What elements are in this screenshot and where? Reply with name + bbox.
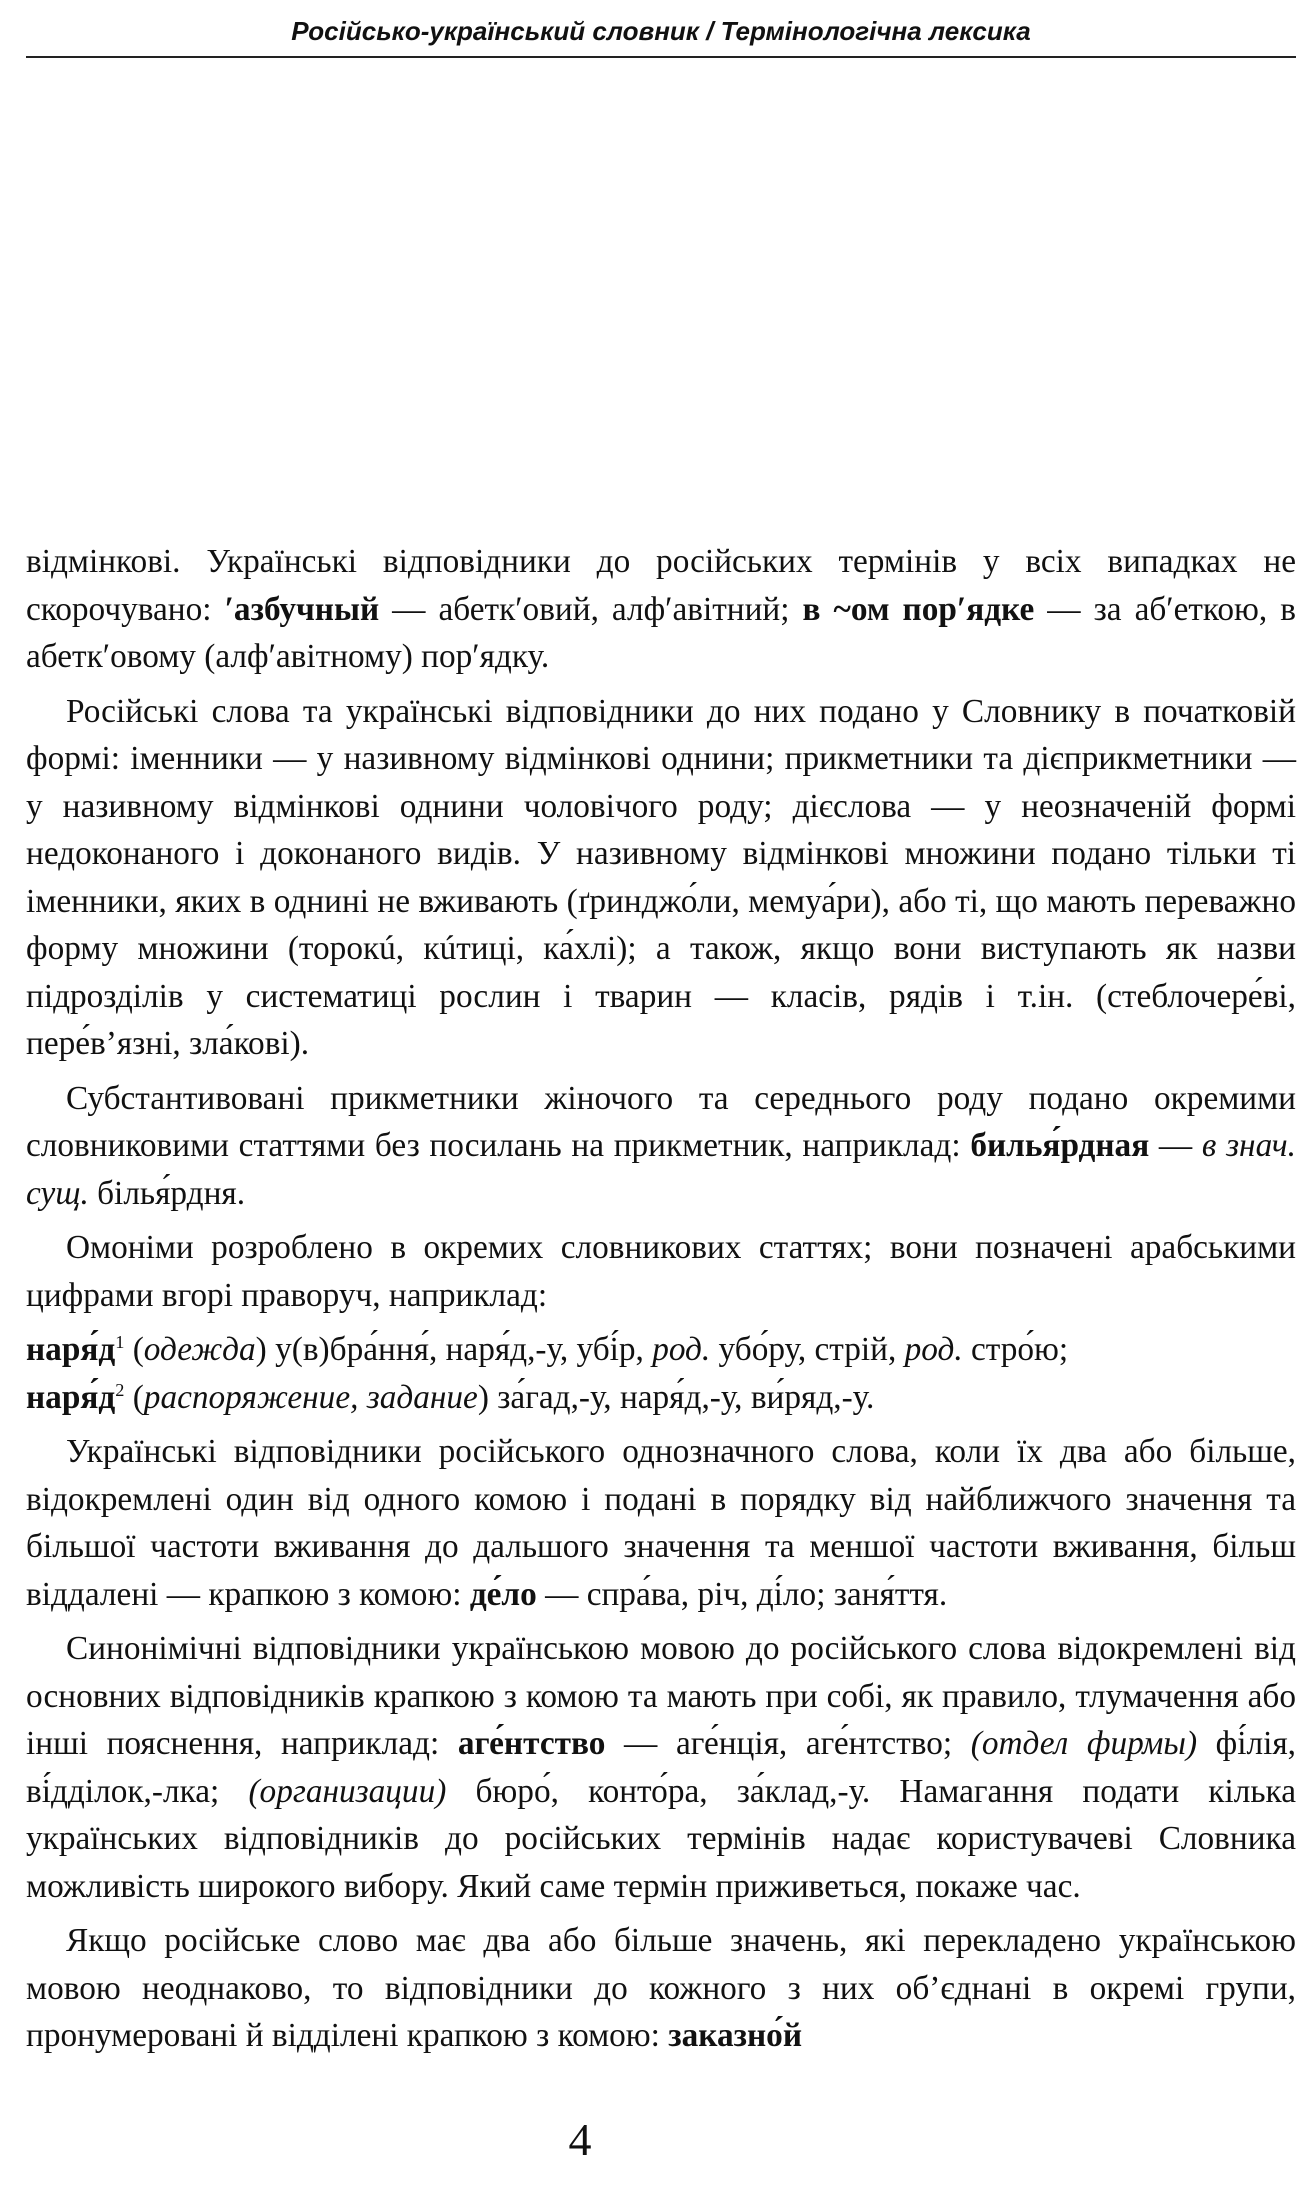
headword: де́ло	[469, 1575, 537, 1613]
main-text	[26, 538, 1296, 2067]
headword: аге́нтство	[457, 1725, 606, 1762]
paragraph-equivalents-order: Українські відповідники російського однозначного слова, коли їх два або більше, відокремлені один від одного комою і подані в порядку від найближчого значення та більшої частоти вживання до дальшого значення та меншої частоти вживання, більш віддалені — крапкою з комою: де́ло — спра́ва, річ, ді́ло; заня́ття.	[26, 1433, 1296, 1613]
headword: ʹазбучный	[224, 590, 380, 628]
paragraph-abbreviation: відмінкові. Українські відповідники до російських термінів у всіх випадках не скорочувано: ʹазбучный — абеткʹовий, алфʹавітний; в ~ом порʹядке — за абʹеткою, в абеткʹовому (алфʹавітному) порʹядку.	[26, 543, 1297, 675]
homonym-example-2: $наря́д^2$ (распоряжение, задание) за́гад,-у, наря́д,-у, ви́ряд,-у.	[26, 1378, 875, 1416]
homonym-example-1: $наря́д^1$ (одежда) у(в)бра́ння́, наря́д,-у, убі́р, род. убо́ру, стрій, род. стро́ю;	[26, 1331, 1069, 1368]
running-header: Російсько-український словник / Термінологічна лексика	[26, 14, 1296, 58]
page-number: 4	[568, 2114, 592, 2165]
headword: билья́рдная	[970, 1127, 1150, 1164]
paragraph-polysemy: Якщо російське слово має два або більше значень, які перекладено українською мовою неоднаково, то відповідники до кожного з них об’єднані в окремі групи, пронумеровані й відділені крапкою з комою: заказно́й	[26, 1922, 1296, 2054]
paragraph-initial-form: Російські слова та українські відповідники до них подано у Словнику в початковій формі: іменники — у називному відмінкові однини; прикметники та дієприкметники — у називному відмінкові однини чоловічого роду; дієслова — у неозначеній формі недоконаного і доконаного видів. У називному відмінкові множини подано тільки ті іменники, яких в однині не вживають (ґринджо́ли, мемуа́ри), або ті, що мають переважно форму множини (торокú, кúтиці, ка́хлі); а також, якщо вони виступають як назви підрозділів у систематиці рослин і тварин — класів, рядів і т.ін. (стеблочере́ві, пере́в’язні, зла́кові).	[26, 692, 1296, 1062]
paragraph-synonyms: Синонімічні відповідники українською мовою до російського слова відокремлені від основних відповідників крапкою з комою та мають при собі, як правило, тлумачення або інші пояснення, наприклад: аге́нтство — аге́нція, аге́нтство; (отдел фирмы) фі́лія, ві́дділок,-лка; (организации) бюро́, конто́ра, за́клад,-у. Намагання подати кілька українських відповідників до російських термінів надає користувачеві Словника можливість широкого вибору. Який саме термін приживеться, покаже час.	[26, 1630, 1296, 1905]
headword: заказно́й	[668, 2017, 803, 2054]
paragraph-homonyms: Омоніми розроблено в окремих словникових статтях; вони позначені арабськими цифрами вгорі праворуч, наприклад:	[26, 1229, 1296, 1314]
headword: наря́д	[26, 1331, 116, 1368]
headword: в ~ом порʹядке	[802, 590, 1035, 628]
headword: наря́д	[26, 1378, 116, 1416]
grammar-note: в знач. сущ.	[26, 1127, 1296, 1212]
paragraph-substantivized: Субстантивовані прикметники жіночого та середнього роду подано окремими словниковими статтями без посилань на прикметник, наприклад: билья́рдная — в знач. сущ. білья́рдня.	[26, 1079, 1296, 1212]
